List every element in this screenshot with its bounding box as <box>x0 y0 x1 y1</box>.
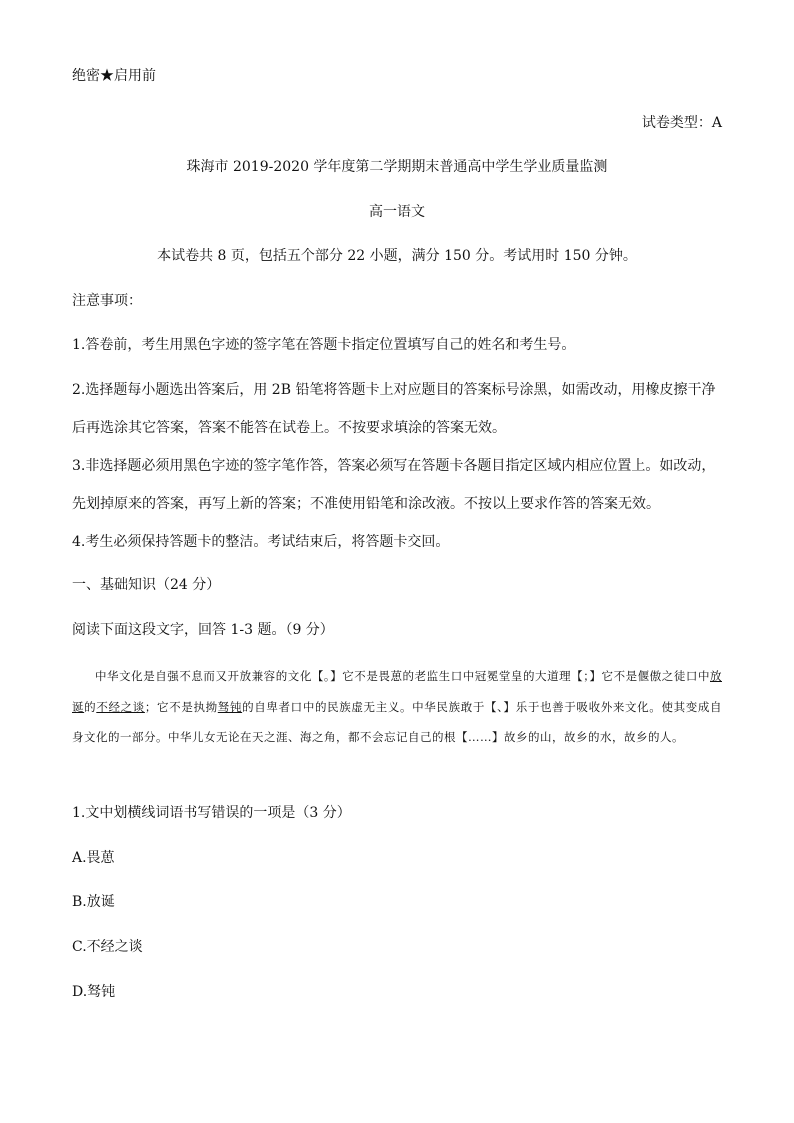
notice-heading: 注意事项： <box>72 293 142 309</box>
passage-text: ；它不是执拗 <box>144 699 218 714</box>
paper-type: 试卷类型：A <box>641 115 722 131</box>
exam-summary: 本试卷共 8 页，包括五个部分 22 小题，满分 150 分。考试用时 150 分钟。 <box>157 248 637 264</box>
secret-mark: 绝密★启用前 <box>72 68 156 84</box>
option-a: A.畏葸 <box>72 850 115 866</box>
underlined-term: 放诞 <box>72 669 722 714</box>
passage-text: 的 <box>84 699 97 714</box>
reading-passage <box>72 661 722 753</box>
underlined-term: 驽钝 <box>217 699 243 714</box>
notice-item-1: 1.答卷前，考生用黑色字迹的签字笔在答题卡指定位置填写自己的姓名和考生号。 <box>72 337 576 353</box>
notice-item-3: 3.非选择题必须用黑色字迹的签字笔作答，答案必须写在答题卡各题目指定区域内相应位置上。如改动，先划掉原来的答案，再写上新的答案；不准使用铅笔和涂改液。不按以上要求作答的答案无效。 <box>72 458 716 512</box>
section-heading: 一、基础知识（24 分） <box>72 577 221 593</box>
option-d: D.驽钝 <box>72 984 116 1000</box>
option-c: C.不经之谈 <box>72 939 143 955</box>
option-b: B.放诞 <box>72 894 115 910</box>
notice-item-4: 4.考生必须保持答题卡的整洁。考试结束后，将答题卡交回。 <box>72 534 450 550</box>
subject-title: 高一语文 <box>369 204 425 220</box>
passage-text: 的自卑者口中的民族虚无主义。中华民族敢于【、】乐于也善于吸收外来文化。使其变成自身文化的一部分。中华儿女无论在天之涯、海之角，都不会忘记自己的根【……】故乡的山，故乡的水，故乡的人。 <box>72 699 723 744</box>
underlined-term: 不经之谈 <box>96 699 145 714</box>
exam-title: 珠海市 2019-2020 学年度第二学期期末普通高中学生学业质量监测 <box>186 159 608 175</box>
question-stem: 1.文中划横线词语书写错误的一项是（3 分） <box>72 805 351 821</box>
passage-text: 中华文化是自强不息而又开放兼容的文化【。】它不是畏葸的老监生口中冠冕堂皇的大道理【；】它不是偃傲之徒口中 <box>95 669 710 683</box>
notice-item-2: 2.选择题每小题选出答案后，用 2B 铅笔将答题卡上对应题目的答案标号涂黑，如需改动，用橡皮擦干净后再选涂其它答案，答案不能答在试卷上。不按要求填涂的答案无效。 <box>72 382 716 436</box>
reading-instruction: 阅读下面这段文字，回答 1-3 题。（9 分） <box>72 622 334 638</box>
